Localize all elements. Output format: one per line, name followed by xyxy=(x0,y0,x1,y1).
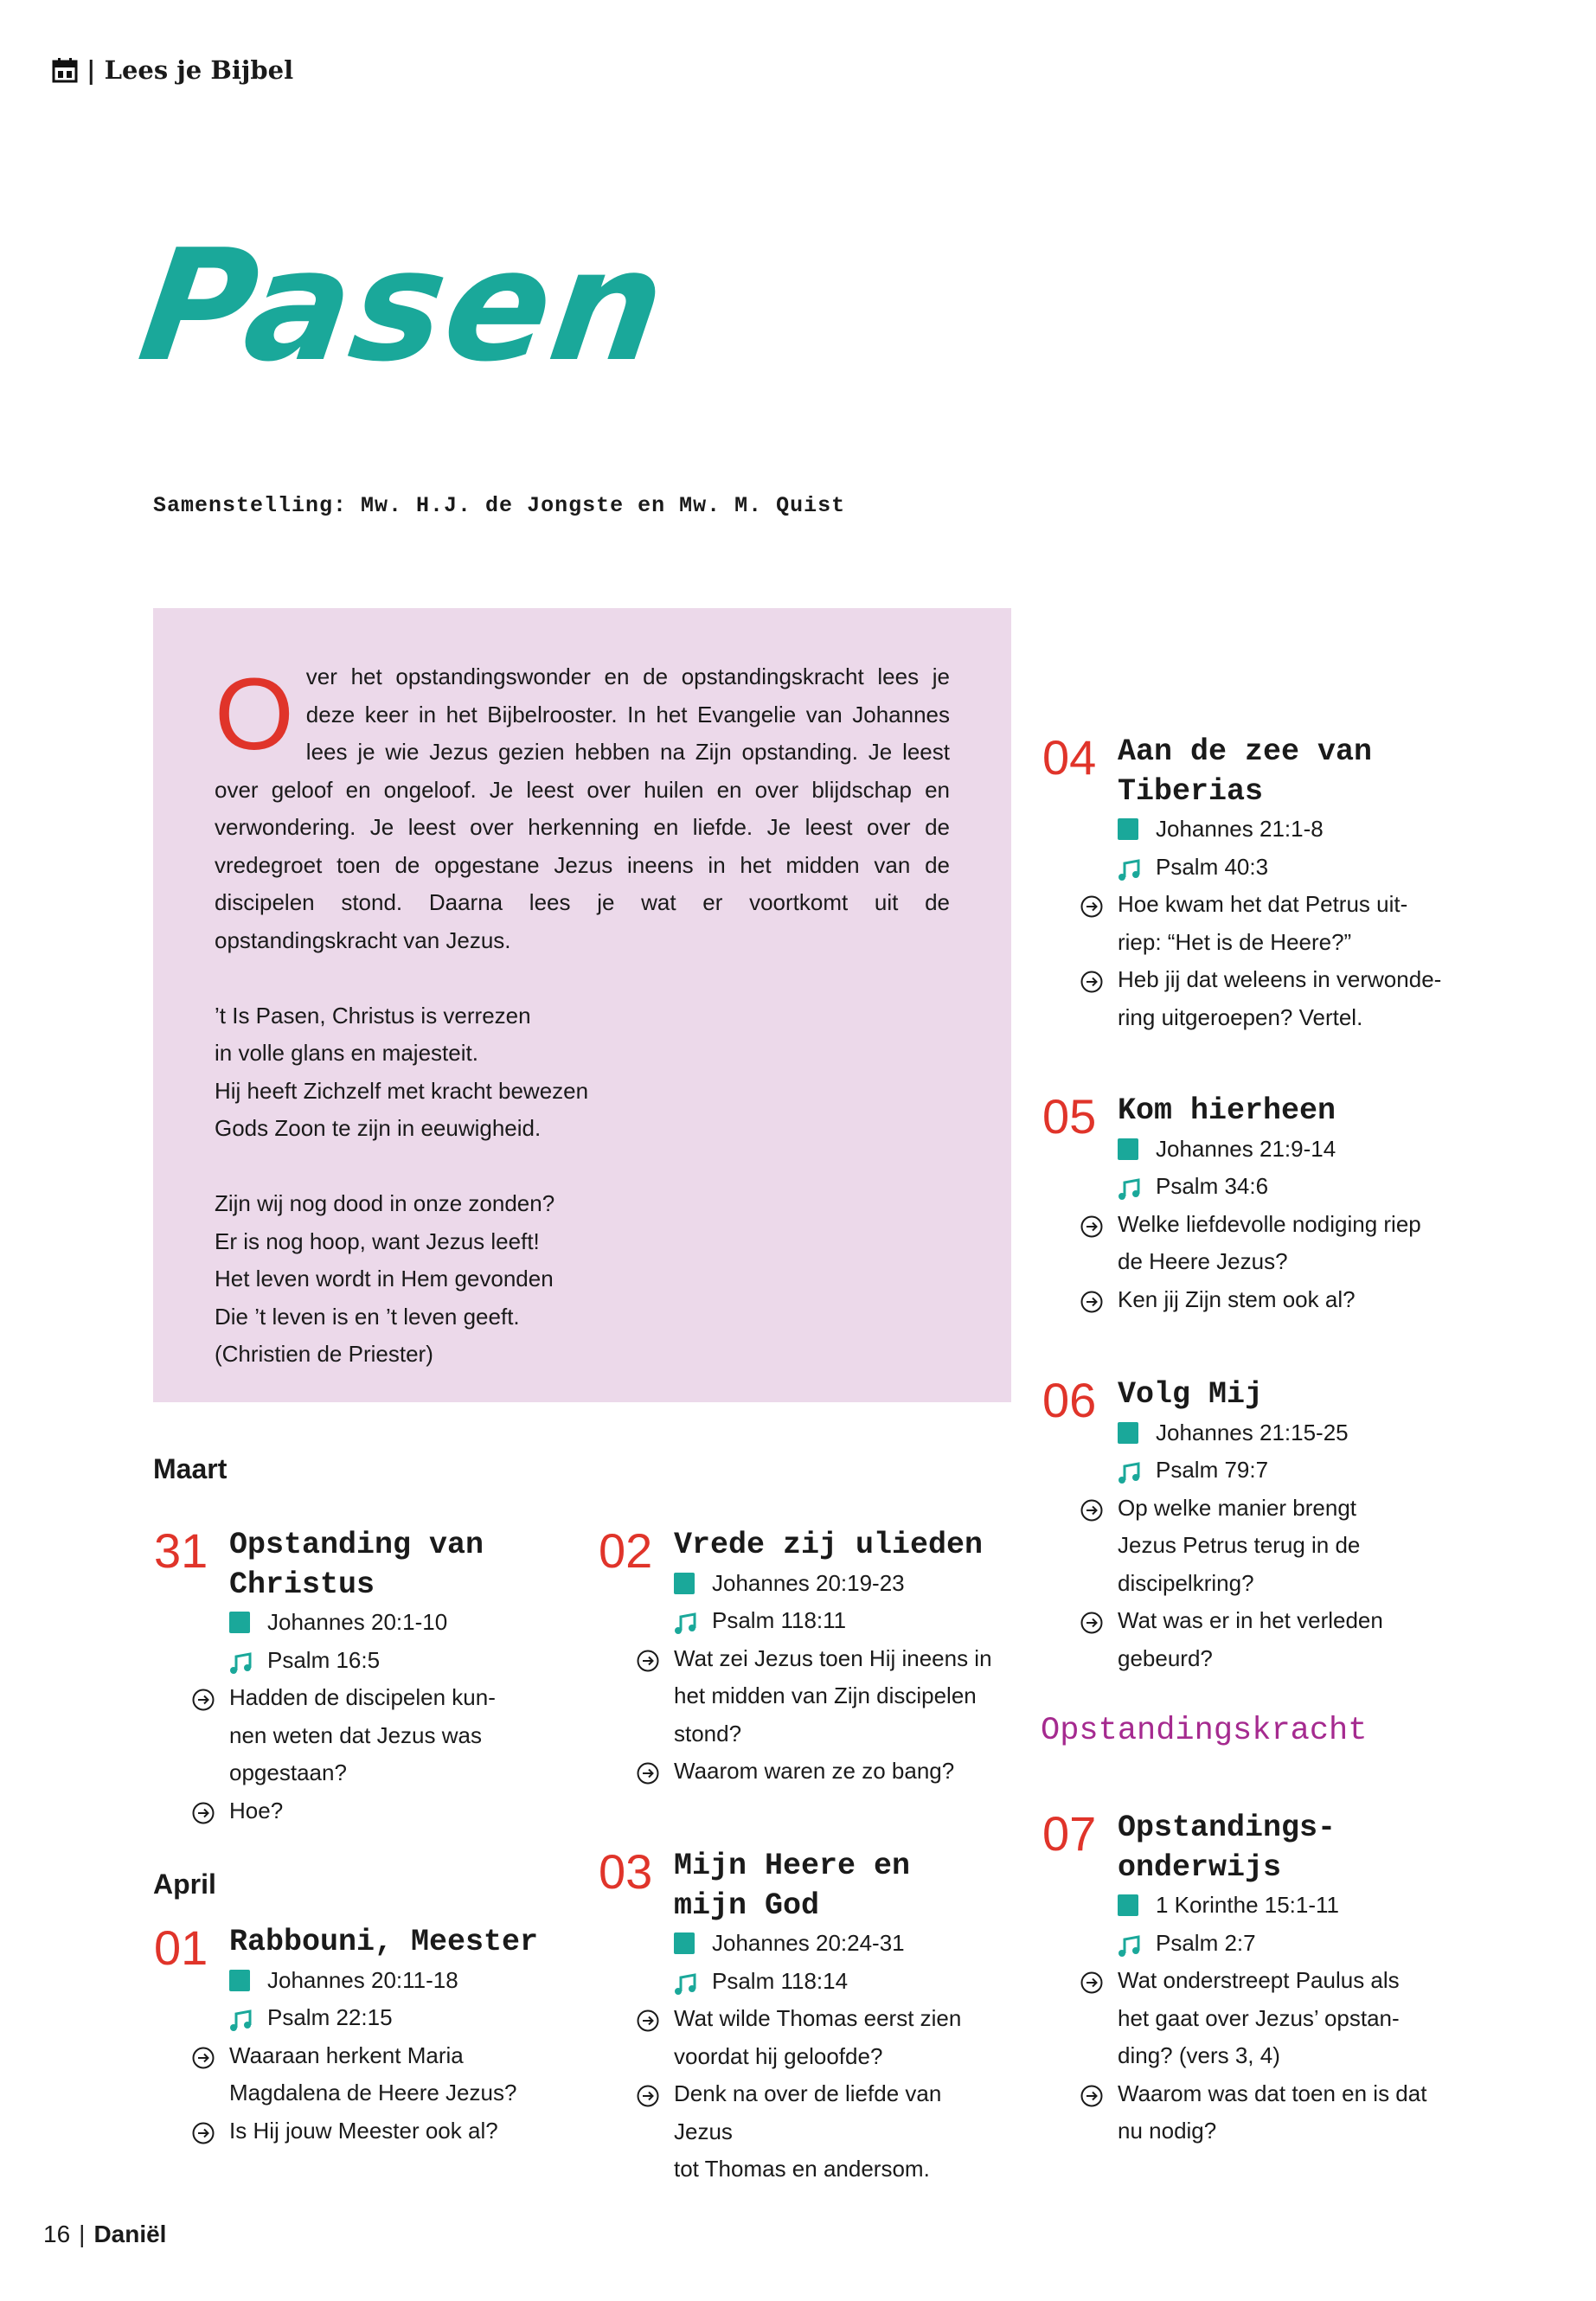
reading-title: Vrede zij ulieden xyxy=(674,1528,984,1562)
psalm-reference: Psalm 2:7 xyxy=(1156,1925,1449,1963)
reading-title: Opstandings- xyxy=(1118,1811,1336,1845)
reading-title: Kom hierheen xyxy=(1118,1093,1336,1128)
question-line: Waarom waren ze zo bang? xyxy=(674,1758,955,1784)
question xyxy=(674,1640,1005,1753)
page-number: 16 xyxy=(43,2221,71,2247)
question-line: stond? xyxy=(674,1720,742,1747)
poem-line: Gods Zoon te zijn in eeuwigheid. xyxy=(215,1115,542,1141)
psalm-reference: Psalm 118:14 xyxy=(712,1963,1005,2001)
section-label: Opstandingskracht xyxy=(1041,1713,1368,1749)
arrow-circle-icon xyxy=(1080,893,1104,931)
reading-entry xyxy=(154,1922,561,2150)
bible-reference: Johannes 20:1-10 xyxy=(267,1604,561,1642)
poem-line: Zijn wij nog dood in onze zonden? xyxy=(215,1190,555,1216)
intro-text xyxy=(215,658,950,1374)
dropcap: O xyxy=(215,657,294,772)
question xyxy=(1118,886,1449,961)
arrow-circle-icon xyxy=(191,2119,215,2157)
reading-title: Mijn Heere en xyxy=(674,1849,911,1883)
question-line: Waarom was dat toen en is dat xyxy=(1118,2080,1427,2106)
arrow-circle-icon xyxy=(636,2082,660,2120)
book-icon xyxy=(229,1970,250,1991)
reading-entry xyxy=(154,1525,561,1830)
poem-line: in volle glans en majesteit. xyxy=(215,1040,478,1066)
bible-reference: Johannes 21:15-25 xyxy=(1156,1414,1449,1452)
question xyxy=(674,2000,1005,2075)
poem-stanza-2 xyxy=(215,1185,950,1374)
reading-title: Tiberias xyxy=(1118,773,1264,809)
question-line: het gaat over Jezus’ opstan- xyxy=(1118,2004,1400,2031)
arrow-circle-icon xyxy=(1080,1609,1104,1647)
question-line: Hoe kwam het dat Petrus uit- xyxy=(1118,891,1408,917)
day-number: 02 xyxy=(599,1523,653,1578)
arrow-circle-icon xyxy=(636,2007,660,2045)
question xyxy=(1118,2075,1449,2150)
header-section: Lees je Bijbel xyxy=(104,55,294,85)
arrow-circle-icon xyxy=(1080,1969,1104,2007)
question-line: de Heere Jezus? xyxy=(1118,1248,1288,1274)
bible-reference: Johannes 20:11-18 xyxy=(267,1962,561,2000)
book-icon xyxy=(229,1612,250,1633)
poem-stanza-1 xyxy=(215,997,950,1148)
bible-reference: Johannes 21:1-8 xyxy=(1156,811,1449,849)
month-label-april: April xyxy=(153,1868,216,1900)
question-line: Wat zei Jezus toen Hij ineens in xyxy=(674,1644,992,1671)
psalm-reference: Psalm 16:5 xyxy=(267,1642,561,1680)
question-line: Op welke manier brengt xyxy=(1118,1494,1357,1521)
question-line: ring uitgeroepen? Vertel. xyxy=(1118,1003,1363,1030)
arrow-circle-icon xyxy=(1080,1213,1104,1251)
question xyxy=(1118,1962,1449,2075)
question-line: Hadden de discipelen kun- xyxy=(229,1684,496,1710)
psalm-reference: Psalm 79:7 xyxy=(1156,1452,1449,1490)
question xyxy=(1118,1281,1449,1319)
question-line: riep: “Het is de Heere?” xyxy=(1118,928,1352,955)
question xyxy=(229,1792,561,1830)
day-number: 31 xyxy=(154,1523,208,1578)
question xyxy=(229,1679,561,1792)
reading-entry xyxy=(1042,1808,1449,2150)
poem-line: Het leven wordt in Hem gevonden xyxy=(215,1266,554,1292)
reading-entry xyxy=(1042,1091,1449,1318)
book-icon xyxy=(1118,1138,1138,1160)
bible-reference: Johannes 20:24-31 xyxy=(712,1925,1005,1963)
day-number: 03 xyxy=(599,1844,653,1899)
reading-title: onderwijs xyxy=(1118,1849,1282,1885)
psalm-reference: Psalm 22:15 xyxy=(267,1999,561,2037)
intro-box xyxy=(153,608,1011,1402)
question-line: nu nodig? xyxy=(1118,2118,1217,2144)
reading-entry xyxy=(599,1846,1005,2189)
question-line: Heb jij dat weleens in verwonde- xyxy=(1118,966,1442,992)
reading-title: Aan de zee van xyxy=(1118,734,1373,769)
book-icon xyxy=(1118,818,1138,840)
question-line: Welke liefdevolle nodiging riep xyxy=(1118,1210,1421,1237)
question-line: Denk na over de liefde van Jezus xyxy=(674,2080,942,2144)
day-number: 07 xyxy=(1042,1806,1097,1861)
arrow-circle-icon xyxy=(191,1799,215,1837)
question-line: opgestaan? xyxy=(229,1759,347,1785)
question xyxy=(674,2075,1005,2189)
question xyxy=(1118,1602,1449,1677)
day-number: 01 xyxy=(154,1920,208,1975)
reading-entry xyxy=(1042,1375,1449,1677)
credits: Samenstelling: Mw. H.J. de Jongste en Mw. M. Quist xyxy=(153,493,846,518)
question-line: nen weten dat Jezus was xyxy=(229,1721,482,1748)
arrow-circle-icon xyxy=(1080,968,1104,1006)
question-line: Ken jij Zijn stem ook al? xyxy=(1118,1285,1356,1312)
psalm-reference: Psalm 118:11 xyxy=(712,1602,1005,1640)
question-line: Jezus Petrus terug in de xyxy=(1118,1532,1361,1558)
reading-entry xyxy=(599,1525,1005,1791)
page-title: Pasen xyxy=(130,216,677,395)
bible-reference: 1 Korinthe 15:1-11 xyxy=(1156,1887,1449,1925)
poem-line: Er is nog hoop, want Jezus leeft! xyxy=(215,1227,540,1254)
psalm-reference: Psalm 40:3 xyxy=(1156,849,1449,887)
poem-line: Hij heeft Zichzelf met kracht bewezen xyxy=(215,1077,589,1104)
question xyxy=(229,2037,561,2112)
day-number: 04 xyxy=(1042,730,1097,785)
arrow-circle-icon xyxy=(636,1647,660,1685)
reading-title: Opstanding van xyxy=(229,1528,484,1562)
arrow-circle-icon xyxy=(1080,2082,1104,2120)
arrow-circle-icon xyxy=(1080,1288,1104,1326)
book-icon xyxy=(1118,1894,1138,1916)
reading-title: Volg Mij xyxy=(1118,1377,1264,1412)
page-footer: 16 | Daniël xyxy=(43,2221,167,2247)
poem-author: (Christien de Priester) xyxy=(215,1341,433,1367)
question-line: ding? (vers 3, 4) xyxy=(1118,2042,1280,2068)
bible-reference: Johannes 21:9-14 xyxy=(1156,1131,1449,1169)
question-line: Waaraan herkent Maria xyxy=(229,2041,464,2068)
day-number: 05 xyxy=(1042,1089,1097,1144)
arrow-circle-icon xyxy=(191,1686,215,1724)
question-line: voordat hij geloofde? xyxy=(674,2042,883,2069)
question-line: Wat wilde Thomas eerst zien xyxy=(674,2005,962,2031)
question xyxy=(1118,961,1449,1036)
month-label-march: Maart xyxy=(153,1453,228,1484)
bible-reference: Johannes 20:19-23 xyxy=(712,1565,1005,1603)
reading-entry xyxy=(1042,732,1449,1036)
question-line: Wat onderstreept Paulus als xyxy=(1118,1967,1400,1993)
page-header: | Lees je Bijbel xyxy=(52,55,293,85)
arrow-circle-icon xyxy=(636,1759,660,1798)
poem-line: ’t Is Pasen, Christus is verrezen xyxy=(215,1002,531,1029)
question-line: tot Thomas en andersom. xyxy=(674,2156,930,2182)
intro-paragraph: ver het opstandingswonder en de opstandingskracht lees je deze keer in het Bijbelrooster. In het Evangelie van Johannes lees je wie Jezus gezien hebben na Zijn opstanding. Je leest over geloof en ongeloof. Je leest over huilen en over blijdschap en verwondering. Je leest over herkenning en liefde. Je leest over de vredegroet toen de opgestane Jezus ineens in het midden van de discipelen stond. Daarna lees je wat er voortkomt uit de opstandingskracht van Jezus. xyxy=(215,663,950,953)
magazine-name: Daniël xyxy=(93,2221,167,2247)
question-line: discipelkring? xyxy=(1118,1569,1254,1596)
poem-line: Die ’t leven is en ’t leven geeft. xyxy=(215,1303,520,1330)
question-line: Hoe? xyxy=(229,1797,284,1823)
question xyxy=(674,1753,1005,1791)
question-line: Magdalena de Heere Jezus? xyxy=(229,2080,517,2106)
calendar-icon xyxy=(52,57,78,83)
psalm-reference: Psalm 34:6 xyxy=(1156,1168,1449,1206)
question xyxy=(229,2112,561,2150)
reading-title: Christus xyxy=(229,1567,375,1602)
question-line: het midden van Zijn discipelen xyxy=(674,1682,977,1708)
question-line: Is Hij jouw Meester ook al? xyxy=(229,2117,498,2144)
question-line: gebeurd? xyxy=(1118,1644,1213,1671)
arrow-circle-icon xyxy=(191,2044,215,2082)
question xyxy=(1118,1206,1449,1281)
question xyxy=(1118,1490,1449,1603)
reading-title: Rabbouni, Meester xyxy=(229,1925,539,1959)
reading-title: mijn God xyxy=(674,1888,820,1923)
question-line: Wat was er in het verleden xyxy=(1118,1607,1383,1633)
book-icon xyxy=(674,1573,695,1594)
day-number: 06 xyxy=(1042,1373,1097,1427)
book-icon xyxy=(674,1932,695,1954)
book-icon xyxy=(1118,1422,1138,1444)
arrow-circle-icon xyxy=(1080,1497,1104,1535)
